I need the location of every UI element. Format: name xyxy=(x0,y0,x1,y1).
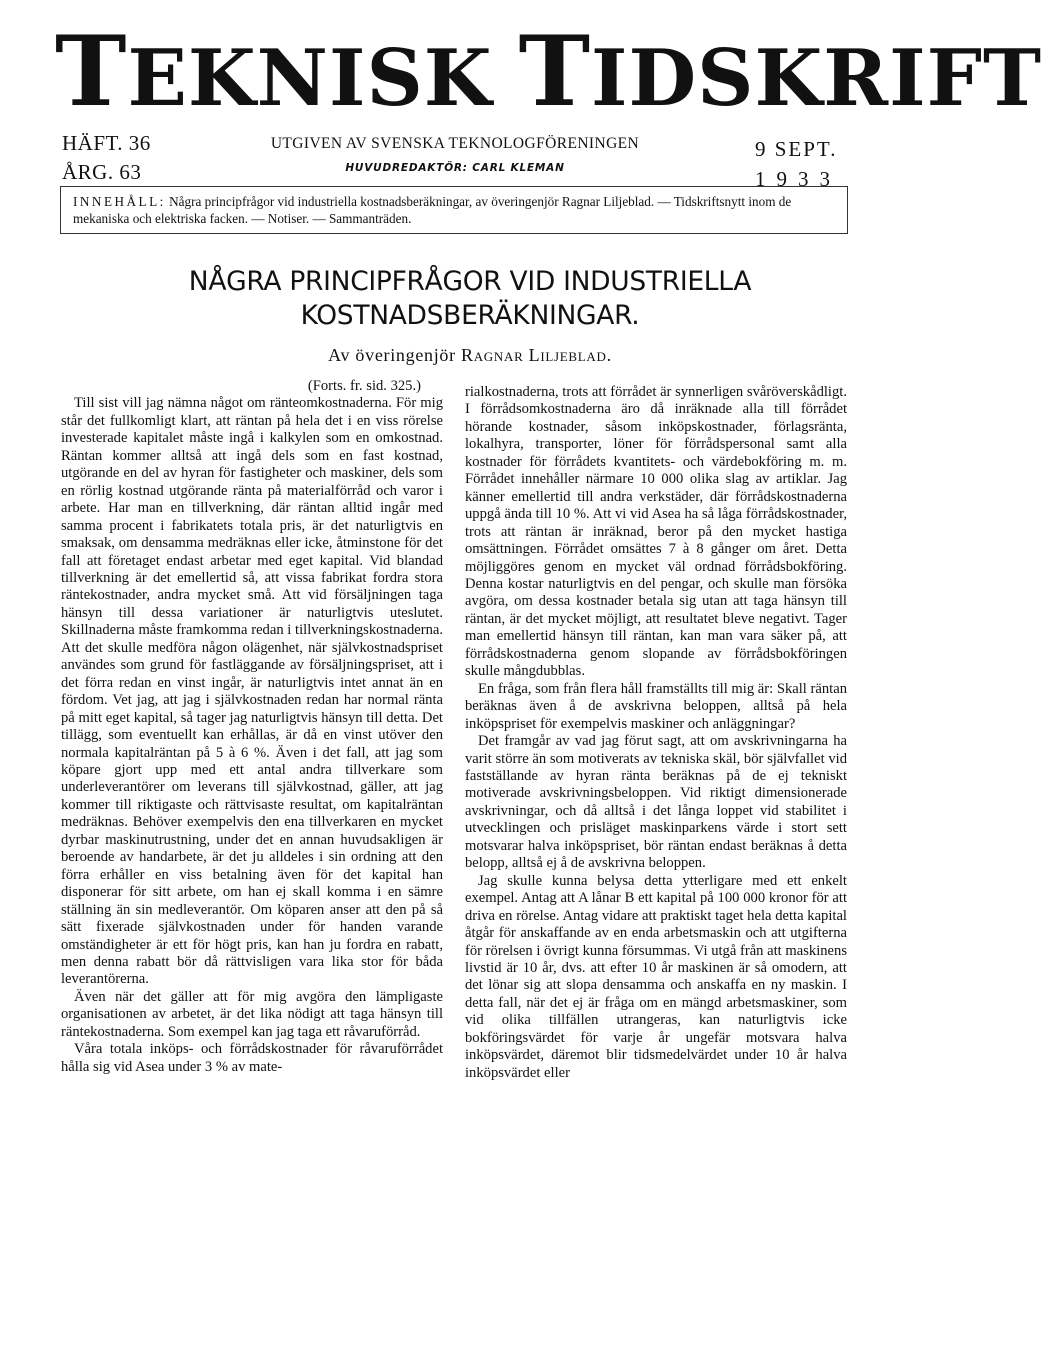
text-column-right xyxy=(465,384,847,1082)
masthead-title xyxy=(55,15,1042,128)
issue-info xyxy=(62,132,151,183)
contents-text: Några principfrågor vid industriella kostnadsberäkningar, av överingenjör Ragnar Liljeblad. — Tidskriftsnytt inom de mekaniska och elektriska facken. — Notiser. — Sammanträden. xyxy=(73,194,792,226)
author-name: Ragnar Liljeblad. xyxy=(461,345,612,365)
paragraph: Till sist vill jag nämna något om ränteomkostnaderna. För mig står det fullkomligt klart, att räntan på hela det i en viss rörelse investerade kapitalet måste ingå i kalkylen som en omkostnad. Räntan kommer alltså att ingå dels som en fast kostnad, utgörande en del av hyran för fastigheter och maskiner, dels som en rörlig kostnad utgörande ränta på materialförråd och varor i arbete. Har man en tillverkning, där räntan alltid ingår med samma procent i fabrikatets totala pris, är det naturligtvis en smaksak, om densamma medräknas eller icke, åtminstone för det fall att företaget endast arbetar med eget kapital. Vid blandad tillverkning är det emellertid så, att vissa fabrikat fordra stora räntekostnader, andra mycket små. Att vid försäljningen taga hänsyn till dessa variationer är naturligtvis uteslutet. Skillnaderna måste framkomma redan i tillverkningskostnaderna. Att det skulle medföra någon olägenhet, när självkostnadspriset användes som grund för fastläggande av försäljningspriset, att i det förra redan en vinst ingår, är naturligtvis intet annat än en fördom. Vet jag, att jag i självkostnaden redan har normal ränta på mitt eget kapital, så tager jag naturligtvis hänsyn till detta. Det tillägg, som eventuellt kan erhållas, är då en vinst utöver den normala kapitalräntan på 5 à 6 %. Även i det fall, att jag som köpare gjort upp med ett antal andra tillverkare som underleverantörer om leverans till självkostnad, gäller, att jag kommer till riktigaste och rättvisaste resultat, om kapitalräntan medräknas. Behöver exempelvis den ena tillverkaren en mycket dyrbar maskinutrustning, under det en annan huvudsakligen är beroende av handarbete, är det ju alldeles i sin ordning att den förra erhåller en viss betalning även för det kapital han disponerar för sitt arbete, om han ej skall komma i en sämre ställning än sin medleverantör. Om köparen anser att den på så sätt fixerade självkostnaden under för handen varande omständigheter är ett för högt pris, kan han ju fordra en rabatt, men denna rabatt bör då rättvisligen vara lika stor för båda leverantörerna. xyxy=(61,395,443,988)
paragraph: En fråga, som från flera håll framställts till mig är: Skall räntan beräknas även å de avskrivna beloppen, alltså på hela inköpspriset för exempelvis maskiner och anläggningar? xyxy=(465,680,847,732)
paragraph: Våra totala inköps- och förrådskostnader för råvaruförrådet hålla sig vid Asea under 3 % av mate- xyxy=(61,1041,443,1075)
editor-line: HUVUDREDAKTÖR: CARL KLEMAN xyxy=(345,162,565,174)
year-line: 1933 xyxy=(755,167,841,191)
article-byline xyxy=(80,345,860,366)
issue-number: HÄFT. 36 xyxy=(62,131,151,155)
paragraph: Det framgår av vad jag förut sagt, att om avskrivningarna ha varit större än som motiverats av tekniska skäl, bör självfallet vid fastställande av hyran ränta beräknas på de ej tekniskt motiverade avskrivningsbeloppen. Vid riktigt dimensionerade avskrivningar, och då alltså i det långa loppet vid stabilitet i utvecklingen och prisläget maskinparkens värde i stort sett motsvarar halva inköpspriset, bör räntan endast beräknas å detta belopp, alltså ej å de avskrivna beloppen. xyxy=(465,733,847,872)
paragraph: Jag skulle kunna belysa detta ytterligare med ett enkelt exempel. Antag att A lånar B ett kapital på 100 000 kronor för att driva en rörelse. Antag vidare att praktiskt taget hela detta kapital åtgår för anskaffande av en enda arbetsmaskin och att utgifterna för rörelsen i övrigt kunna försummas. Vi utgå från att maskinens livstid är 10 år, dvs. att efter 10 år maskinen är så omodern, att det lönar sig att slopa densamma och anskaffa en ny maskin. I detta fall, när det ej är fråga om en mängd arbetsmaskiner, som vid olika tillfällen utrangeras, kan naturligtvis icke bokföringsvärdet för varje år ungefär motsvara halva inköpsvärdet, däremot blir tidsmedelvärdet under 10 år halva inköpsvärdet eller xyxy=(465,872,847,1081)
contents-label: INNEHÅLL: xyxy=(73,194,166,209)
text-column-left xyxy=(61,378,443,1076)
continued-note: (Forts. fr. sid. 325.) xyxy=(307,378,421,394)
byline-prefix: Av överingenjör xyxy=(328,345,456,365)
paragraph: Även när det gäller att för mig avgöra den lämpligaste organisationen av arbetet, är det lika nödigt att taga hänsyn till räntekostnaderna. Som exempel kan jag taga ett råvaruförråd. xyxy=(61,988,443,1040)
publisher-info xyxy=(240,135,670,174)
masthead-word-2: IDSKRIFT xyxy=(591,33,1042,124)
publisher-line: UTGIVEN AV SVENSKA TEKNOLOGFÖRENINGEN xyxy=(270,135,640,152)
masthead-initial-2: T xyxy=(518,15,592,128)
contents-box xyxy=(60,186,848,234)
masthead-word-1: EKNISK xyxy=(127,33,493,124)
paragraph: rialkostnaderna, trots att förrådet är synnerligen svåröverskådligt. I förrådsomkostnaderna äro då inräknade alla till förrådet hörande kostnader, såsom inköpskostnader, förlagsränta, lokalhyra, transporter, löner för förrådspersonal samt alla kostnader för förrådets kvantitets- och värdebokföring m. m. Förrådet innehåller närmare 10 000 olika slag av artiklar. Jag känner emellertid till andra verkstäder, där förrådskostnaderna uppgå ända till 10 %. Att vi vid Asea ha så låga förrådskostnader, trots att räntan är inräknad, beror på den mycket hastiga omsättningen. Förrådet omsättes 7 à 8 gånger om året. Detta möjliggöres genom en mycket väl ordnad förrådsbokföring. Denna kostar naturligtvis en del pengar, och skulle man försöka avgöra, om dessa kostnader betala sig utan att taga hänsyn till räntan, är det mycket möjligt, att resultatet bleve negativt. Tager man emellertid hänsyn till räntan, kan man vara säker på, att förrådskostnaderna genom slopande av förrådsbokföringen skulle mångdubblas. xyxy=(465,384,847,680)
volume-number: ÅRG. 63 xyxy=(62,160,142,184)
issue-date xyxy=(755,134,841,194)
article-title: NÅGRA PRINCIPFRÅGOR VID INDUSTRIELLA KOSTNADSBERÄKNINGAR. xyxy=(188,266,752,331)
masthead-initial-1: T xyxy=(55,15,128,128)
date-line: 9 SEPT. xyxy=(755,137,838,161)
